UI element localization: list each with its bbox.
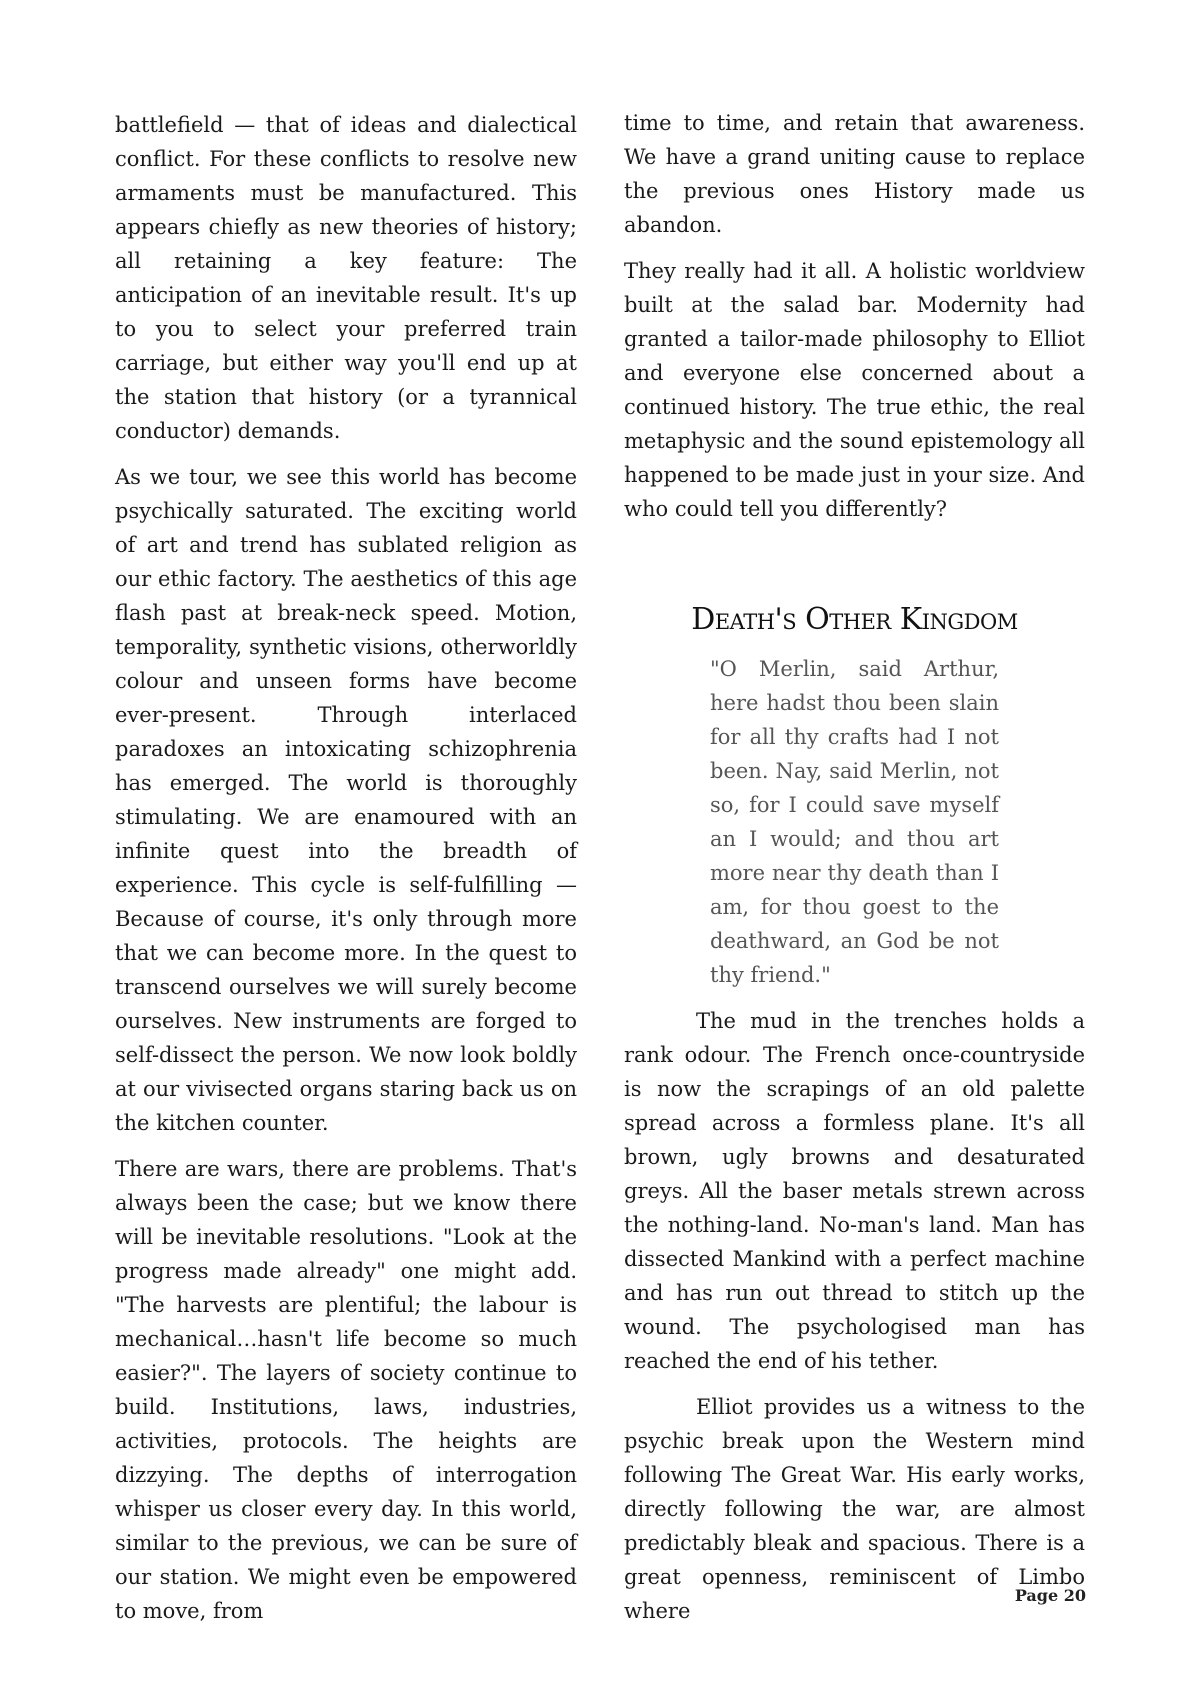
body-paragraph: The mud in the trenches holds a rank odour. The French once-countryside is now the scrapings of an old palette spread across a formless plane. It's all brown, ugly browns and desaturated greys. All the baser metals strewn across the nothing-land. No-man's land. Man has dissected Mankind with a perfect machine and has run out thread to stitch up the wound. The psychologised man has reached the end of his tether.: [624, 1009, 1085, 1373]
page-number: Page 20: [1014, 1586, 1086, 1605]
left-column: [115, 108, 577, 1640]
body-paragraph: battlefield — that of ideas and dialectical conflict. For these conflicts to resolve new armaments must be manufactured. This appears chiefly as new theories of history; all retaining a key feature: The anticipation of an inevitable result. It's up to you to select your preferred train carriage, but either way you'll end up at the station that history (or a tyrannical conductor) demands.: [115, 113, 577, 443]
right-column: [624, 106, 1085, 1640]
body-paragraph: time to time, and retain that awareness. We have a grand uniting cause to replace the previous ones History made us abandon.: [624, 111, 1085, 237]
section-heading: Death's Other Kingdom: [691, 602, 1018, 637]
body-paragraph: There are wars, there are problems. That's always been the case; but we know there will be inevitable resolutions. "Look at the progress made already" one might add. "The harvests are plentiful; the labour is mechanical…hasn't life become so much easier?". The layers of society continue to build. Institutions, laws, industries, activities, protocols. The heights are dizzying. The depths of interrogation whisper us closer every day. In this world, similar to the previous, we can be sure of our station. We might even be empowered to move, from: [115, 1157, 577, 1623]
body-paragraph: They really had it all. A holistic worldview built at the salad bar. Modernity had granted a tailor-made philosophy to Elliot and everyone else concerned about a continued history. The true ethic, the real metaphysic and the sound epistemology all happened to be made just in your size. And who could tell you differently?: [624, 259, 1085, 521]
body-paragraph: Elliot provides us a witness to the psychic break upon the Western mind following The Great War. His early works, directly following the war, are almost predictably bleak and spacious. There is a great openness, reminiscent of Limbo where: [624, 1395, 1085, 1623]
epigraph-quote: "O Merlin, said Arthur, here hadst thou been slain for all thy crafts had I not been. Nay, said Merlin, not so, for I could save myself an I would; and thou art more near thy death than I am, for thou goest to the deathward, an God be not thy friend.": [710, 657, 999, 987]
body-paragraph: As we tour, we see this world has become psychically saturated. The exciting world of art and trend has sublated religion as our ethic factory. The aesthetics of this age flash past at break-neck speed. Motion, temporality, synthetic visions, otherworldly colour and unseen forms have become ever-present. Through interlaced paradoxes an intoxicating schizophrenia has emerged. The world is thoroughly stimulating. We are enamoured with an infinite quest into the breadth of experience. This cycle is self-fulfilling — Because of course, it's only through more that we can become more. In the quest to transcend ourselves we will surely become ourselves. New instruments are forged to self-dissect the person. We now look boldly at our vivisected organs staring back us on the kitchen counter.: [115, 465, 577, 1135]
